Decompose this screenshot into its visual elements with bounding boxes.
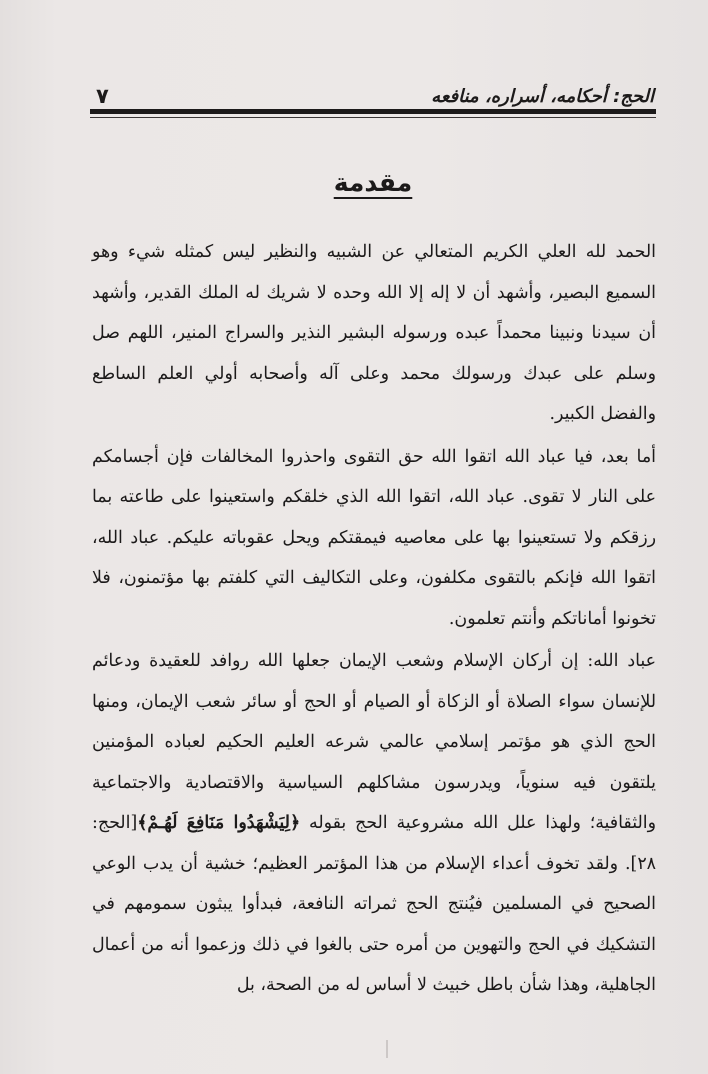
paragraph-hajj-text-after: [الحج: ٢٨]. ولقد تخوف أعداء الإسلام من هذا المؤتمر العظيم؛ خشية أن يدب الوعي الصحيح في المسلمين فيُنتج الحج ثمراته النافعة، فبدأوا يبثون سمومهم في التشكيك في الحج والتهوين من أمره حتى بالغوا في ذلك وزعموا أنه من أعمال الجاهلية، وهذا شأن باطل خبيث لا أساس له من الصحة، بل [92,813,656,995]
section-heading: مقدمة [333,168,413,197]
paragraph-exhortation: أما بعد، فيا عباد الله اتقوا الله حق التقوى واحذروا المخالفات فإن أجسامكم على النار لا تقوى. عباد الله، اتقوا الله الذي خلقكم واستعينوا على طاعته بما رزقكم ولا تستعينوا بها على معاصيه فيمقتكم ويحل عقوباته عليكم. عباد الله، اتقوا الله فإنكم بالتقوى مكلفون، وعلى التكاليف التي كلفتم بها مؤتمنون، فلا تخونوا أماناتكم وأنتم تعلمون. [92,446,656,629]
quran-verse: ﴿لِيَشْهَدُوا مَنَافِعَ لَهُـمْ﴾ [137,813,301,833]
page-number: ٧ [96,84,109,108]
paragraph-hajj-text-before: عباد الله: إن أركان الإسلام وشعب الإيمان جعلها الله روافد للعقيدة ودعائم للإنسان سواء الصلاة أو الزكاة أو الصيام أو الحج أو سائر شعب الإيمان، ومنها الحج الذي هو مؤتمر إسلامي عالمي شرعه العليم الحكيم لعباده المؤمنين يلتقون فيه سنوياً، ويدرسون مشاكلهم السياسية والاقتصادية والاجتماعية والثقافية؛ ولهذا علل الله مشروعية الحج بقوله [92,651,657,833]
paragraph-hajj [92,641,656,1006]
header-rule [90,109,656,114]
body-text [92,232,656,1006]
paragraph-opening: الحمد لله العلي الكريم المتعالي عن الشبيه والنظير ليس كمثله شيء وهو السميع البصير، وأشهد أن لا إله إلا الله وحده لا شريك له الملك القدير، وأشهد أن سيدنا ونبينا محمداً عبده ورسوله البشير النذير والسراج المنير، اللهم صل وسلم على عبدك ورسولك محمد وعلى آله وأصحابه أولي العلم الساطع والفضل الكبير. [92,242,656,424]
gutter-mark [386,1040,388,1058]
running-title: الحج: أحكامه، أسراره، منافعه [431,86,654,107]
header-rule-thin [90,117,656,118]
